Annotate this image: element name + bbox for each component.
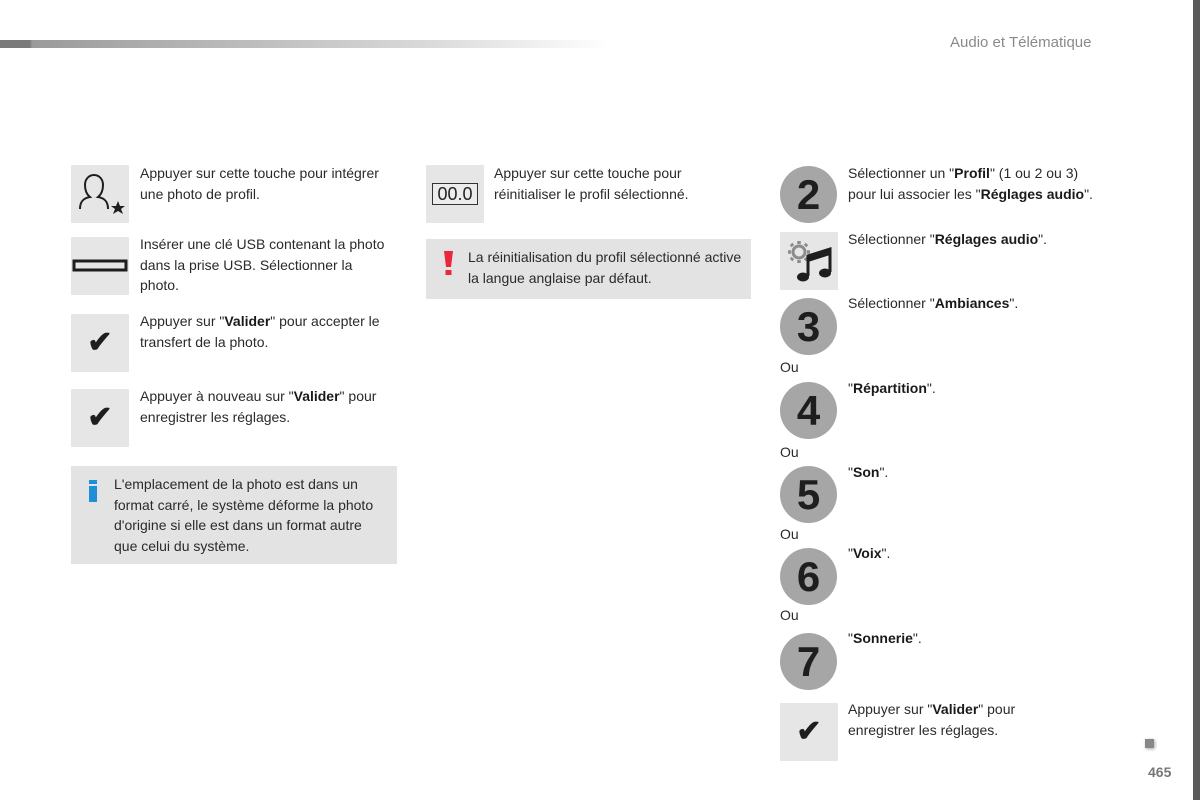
checkmark-icon: ✔	[87, 401, 113, 434]
step-validate-transfer-text: Appuyer sur "Valider" pour accepter le transfert de la photo.	[140, 313, 380, 350]
profile-star-icon	[71, 165, 129, 223]
step-profile-photo-text: Appuyer sur cette touche pour intégrer une photo de profil.	[140, 165, 379, 202]
or-label: Ou	[780, 526, 799, 542]
checkmark-icon: ✔	[796, 715, 822, 748]
or-label: Ou	[780, 607, 799, 623]
checkmark-icon: ✔	[87, 326, 113, 359]
step-validate-save-text: Appuyer à nouveau sur "Valider" pour enregistrer les réglages.	[140, 388, 377, 425]
page-number: 465	[1148, 764, 1172, 780]
or-label: Ou	[780, 359, 799, 375]
step-7-text: "Sonnerie".	[848, 630, 922, 646]
step-4-text: "Répartition".	[848, 380, 936, 396]
step-4-badge: 4	[780, 382, 837, 439]
reset-profile-button[interactable]	[426, 165, 484, 223]
step-5-text: "Son".	[848, 464, 889, 480]
step-3-badge: 3	[780, 298, 837, 355]
page-marker	[1145, 739, 1154, 748]
step-7-badge: 7	[780, 633, 837, 690]
header-gradient-bar	[0, 40, 610, 48]
warning-note	[426, 239, 751, 299]
warning-icon	[444, 251, 453, 275]
info-note	[71, 466, 397, 564]
usb-icon-box	[71, 237, 129, 295]
step-2-text: Sélectionner un "Profil" (1 ou 2 ou 3) pour lui associer les "Réglages audio".	[848, 165, 1093, 202]
audio-settings-text: Sélectionner "Réglages audio".	[848, 231, 1048, 247]
audio-settings-button[interactable]	[780, 232, 838, 290]
step-6-badge: 6	[780, 548, 837, 605]
audio-settings-icon	[780, 232, 838, 290]
validate-button-final[interactable]	[780, 703, 838, 761]
page-edge-tab	[1193, 0, 1200, 800]
step-6-text: "Voix".	[848, 545, 891, 561]
validate-button-1[interactable]	[71, 314, 129, 372]
info-icon	[89, 480, 97, 502]
warning-note-text: La réinitialisation du profil sélectionné active la langue anglaise par défaut.	[468, 249, 742, 286]
info-note-text: L'emplacement de la photo est dans un format carré, le système déforme la photo d'origine si elle est dans un format autre que celui du système.	[114, 476, 374, 554]
step-usb-text: Insérer une clé USB contenant la photo dans la prise USB. Sélectionner la photo.	[140, 236, 385, 293]
profile-photo-button[interactable]	[71, 165, 129, 223]
final-validate-text: Appuyer sur "Valider" pour enregistrer les réglages.	[848, 701, 1016, 738]
validate-button-2[interactable]	[71, 389, 129, 447]
section-title: Audio et Télématique	[950, 34, 1092, 51]
step-reset-text: Appuyer sur cette touche pour réinitialiser le profil sélectionné.	[494, 165, 689, 202]
step-2-badge: 2	[780, 166, 837, 223]
step-5-badge: 5	[780, 466, 837, 523]
usb-slot-icon	[71, 237, 129, 295]
reset-counter-icon: 00.0	[432, 183, 477, 205]
step-3-text: Sélectionner "Ambiances".	[848, 295, 1019, 311]
or-label: Ou	[780, 444, 799, 460]
